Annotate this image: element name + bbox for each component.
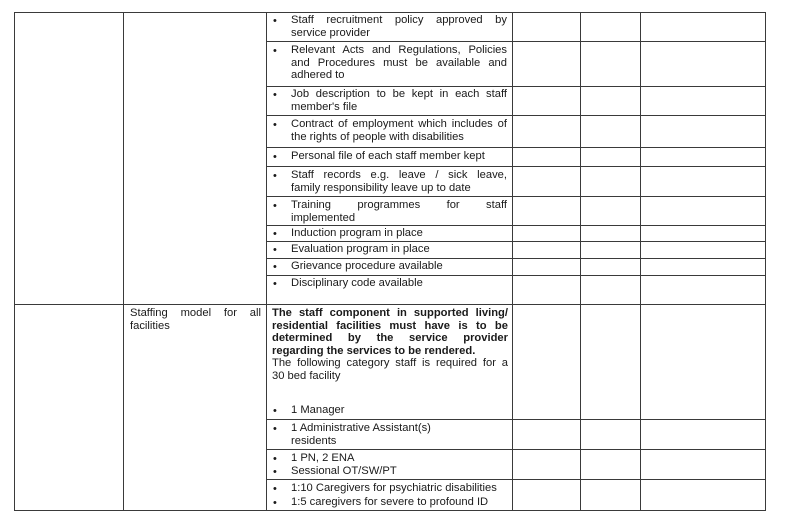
row-separator <box>266 449 765 450</box>
staffing-requirement-text: The staff component in supported living/ residential facilities must have is to be determined by the service provider regarding the services to be rendered. The following category staff is required for a 30 bed facility <box>272 307 508 382</box>
row-separator <box>266 225 765 226</box>
bullet: • <box>273 244 277 256</box>
bullet: • <box>273 151 277 163</box>
bullet: • <box>273 170 277 182</box>
item-job-description: Job description to be kept in each staff member's file <box>291 88 507 113</box>
item-staff-records: Staff records e.g. leave / sick leave, family responsibility leave up to date <box>291 169 507 194</box>
row-separator <box>266 241 765 242</box>
row-separator <box>266 86 765 87</box>
item-induction-program: Induction program in place <box>291 227 423 239</box>
row-separator <box>266 196 765 197</box>
table-top-border <box>14 12 765 13</box>
row-separator <box>266 166 765 167</box>
item-disciplinary-code: Disciplinary code available <box>291 277 423 289</box>
bullet: • <box>273 45 277 57</box>
row-separator <box>266 419 765 420</box>
item-recruitment-policy: Staff recruitment policy approved by service provider <box>291 14 507 39</box>
table-col-border-6 <box>765 12 766 511</box>
bullet: • <box>273 89 277 101</box>
item-evaluation-program: Evaluation program in place <box>291 243 430 255</box>
bullet: • <box>273 278 277 290</box>
bullet: • <box>273 200 277 212</box>
row-separator <box>266 147 765 148</box>
bullet: • <box>273 423 277 435</box>
row-separator <box>266 115 765 116</box>
item-personal-file: Personal file of each staff member kept <box>291 150 485 162</box>
row-separator <box>266 258 765 259</box>
table-col-border-0 <box>14 12 15 511</box>
section-label-staffing-model: Staffing model for all facilities <box>130 307 261 332</box>
bullet: • <box>273 497 277 509</box>
row-separator <box>266 41 765 42</box>
section-separator <box>14 304 765 305</box>
table-bottom-border <box>14 510 765 511</box>
bullet: • <box>273 228 277 240</box>
bullet: • <box>273 119 277 131</box>
bullet: • <box>273 405 277 417</box>
item-administrative-assistant: 1 Administrative Assistant(s) residents <box>291 422 431 447</box>
bullet: • <box>273 466 277 478</box>
item-employment-contract: Contract of employment which includes of the rights of people with disabilities <box>291 118 507 143</box>
row-separator <box>266 275 765 276</box>
item-grievance-procedure: Grievance procedure available <box>291 260 443 272</box>
table-col-border-1 <box>123 12 124 511</box>
bullet: • <box>273 15 277 27</box>
item-pn-ena: 1 PN, 2 ENA <box>291 452 355 464</box>
bullet: • <box>273 483 277 495</box>
item-acts-regulations: Relevant Acts and Regulations, Policies and Procedures must be available and adhered to <box>291 44 507 82</box>
bullet: • <box>273 261 277 273</box>
item-training-programmes: Training programmes for staff implemented <box>291 199 507 224</box>
item-manager: 1 Manager <box>291 404 345 416</box>
item-caregivers-severe-id: 1:5 caregivers for severe to profound ID <box>291 496 489 508</box>
row-separator <box>266 479 765 480</box>
bullet: • <box>273 453 277 465</box>
item-sessional: Sessional OT/SW/PT <box>291 465 397 477</box>
item-caregivers-psychiatric: 1:10 Caregivers for psychiatric disabilities <box>291 482 497 494</box>
